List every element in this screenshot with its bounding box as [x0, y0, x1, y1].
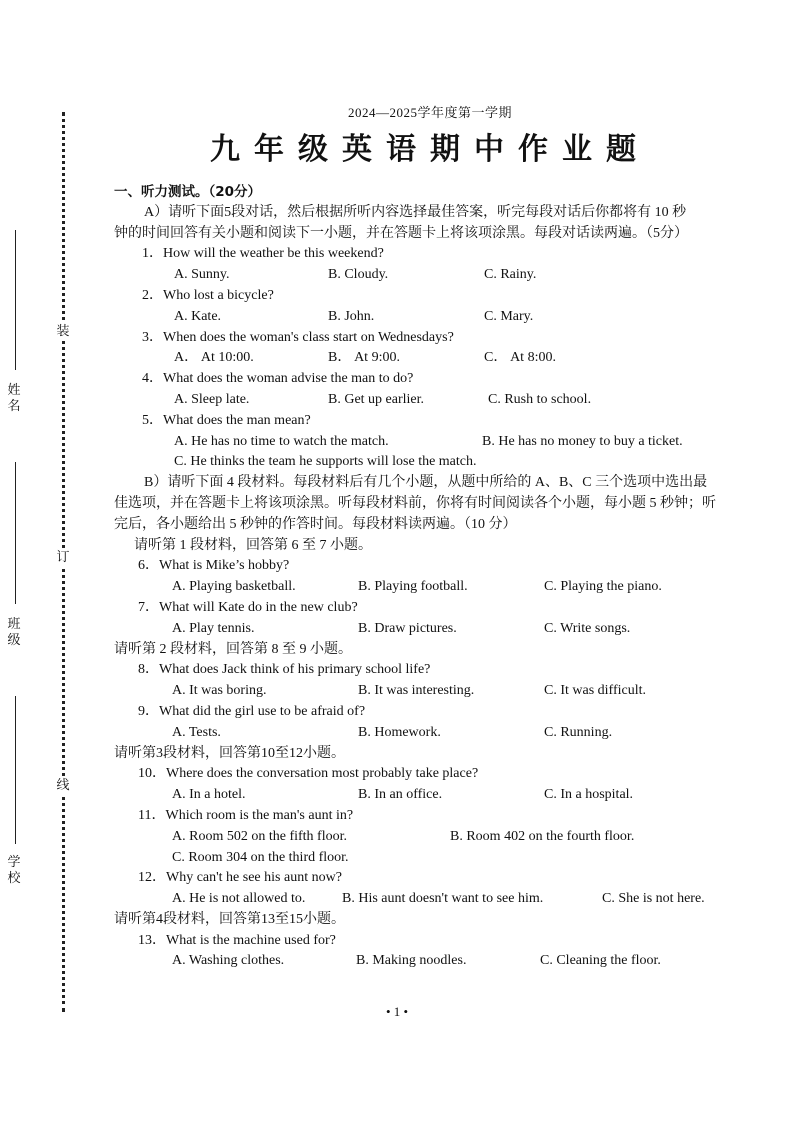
material-instruction: 请听第4段材料，回答第13至15小题。	[114, 911, 345, 927]
material-instruction: 请听第 1 段材料，回答第 6 至 7 小题。	[134, 537, 372, 553]
question-options	[114, 452, 746, 473]
option-b: B. Playing football.	[358, 579, 468, 595]
option-c: C. Rainy.	[484, 267, 537, 283]
question-options	[114, 348, 746, 369]
option-a: A. Kate.	[174, 308, 222, 324]
option-c: C. He thinks the team he supports will lose the match.	[174, 454, 477, 470]
question-options	[114, 723, 746, 744]
option-b: B. Making noodles.	[356, 953, 467, 969]
option-a: A. Tests.	[172, 724, 221, 740]
binding-mark-zhuang: 装	[54, 322, 72, 340]
question-options	[114, 265, 746, 286]
part-b-instructions-2: 佳选项，并在答题卡上将该项涂黑。听每段材料前，你将有时间阅读各个小题，每小题 5 秒钟；听	[114, 495, 716, 511]
binding-mark-ding: 订	[54, 548, 72, 566]
question-options	[114, 827, 746, 848]
option-a: A. He is not allowed to.	[172, 891, 306, 907]
option-c: C. Cleaning the floor.	[540, 953, 661, 969]
question-options	[114, 432, 746, 453]
exam-content	[114, 182, 746, 972]
material-instruction: 请听第 2 段材料，回答第 8 至 9 小题。	[114, 641, 352, 657]
question-stem: 4．What does the woman advise the man to do?	[142, 371, 414, 387]
question-stem: 13．What is the machine used for?	[138, 932, 336, 948]
option-a: A. Play tennis.	[172, 620, 255, 636]
option-b: B. He has no money to buy a ticket.	[482, 433, 683, 449]
question-options	[114, 951, 746, 972]
option-c: C. She is not here.	[602, 891, 705, 907]
option-a: A. Room 502 on the fifth floor.	[172, 828, 347, 844]
question-options	[114, 785, 746, 806]
option-b: B. Room 402 on the fourth floor.	[450, 828, 635, 844]
question-options	[114, 681, 746, 702]
part-a-instructions-1: A）请听下面5段对话，然后根据所听内容选择最佳答案，听完每段对话后你都将有 10 秒	[144, 204, 687, 220]
option-c: C. Mary.	[484, 308, 534, 324]
question-stem: 8．What does Jack think of his primary school life?	[138, 662, 431, 678]
material-instruction: 请听第3段材料，回答第10至12小题。	[114, 745, 345, 761]
question-stem: 11．Which room is the man's aunt in?	[138, 807, 354, 823]
question-stem: 7．What will Kate do in the new club?	[138, 599, 358, 615]
page-number: • 1 •	[385, 1004, 409, 1019]
option-c: C. Running.	[544, 724, 613, 740]
option-c: C. Playing the piano.	[544, 579, 662, 595]
option-b: B. His aunt doesn't want to see him.	[342, 891, 544, 907]
binding-mark-xian: 线	[54, 776, 72, 794]
question-stem: 9．What did the girl use to be afraid of?	[138, 703, 366, 719]
page-header	[120, 104, 740, 168]
option-b: B． At 9:00.	[328, 350, 400, 366]
option-c: C． At 8:00.	[484, 350, 556, 366]
part-a-instructions-2: 钟的时间回答有关小题和阅读下一小题，并在答题卡上将该项涂黑。每段对话读两遍。（5分）	[114, 225, 688, 241]
part-b-instructions-3: 完后，各小题给出 5 秒钟的作答时间。每段材料读两遍。（10 分）	[114, 516, 517, 532]
question-options	[114, 390, 746, 411]
option-b: B. Get up earlier.	[328, 391, 425, 407]
option-a: A. Sleep late.	[174, 391, 250, 407]
name-field-label: 姓名	[7, 382, 21, 413]
option-a: A. Playing basketball.	[172, 579, 296, 595]
option-a: A. Sunny.	[174, 267, 230, 283]
option-b: B. It was interesting.	[358, 683, 475, 699]
question-options	[114, 848, 746, 869]
question-stem: 5．What does the man mean?	[142, 412, 311, 428]
option-a: A. Washing clothes.	[172, 953, 285, 969]
class-field-label: 班级	[7, 616, 21, 647]
question-options	[114, 307, 746, 328]
school-blank-line	[15, 696, 16, 844]
question-options	[114, 889, 746, 910]
school-field-label: 学校	[7, 854, 21, 885]
option-c: C. In a hospital.	[544, 787, 634, 803]
page-title: 九年级英语期中作业题	[210, 132, 650, 167]
class-blank-line	[15, 462, 16, 604]
section-heading: 一、听力测试。（20分）	[114, 184, 262, 200]
option-b: B. In an office.	[358, 787, 443, 803]
option-b: B. Homework.	[358, 724, 441, 740]
question-stem: 3．When does the woman's class start on Wednesdays?	[142, 329, 454, 345]
term-label: 2024—2025学年度第一学期	[347, 105, 512, 120]
option-a: A. He has no time to watch the match.	[174, 433, 389, 449]
question-stem: 10．Where does the conversation most probably take place?	[138, 766, 479, 782]
option-a: A． At 10:00.	[174, 350, 254, 366]
option-c: C. Rush to school.	[488, 391, 592, 407]
option-b: B. Draw pictures.	[358, 620, 457, 636]
question-stem: 12．Why can't he see his aunt now?	[138, 870, 342, 886]
question-options	[114, 619, 746, 640]
question-stem: 2．Who lost a bicycle?	[142, 287, 274, 303]
option-c: C. Room 304 on the third floor.	[172, 849, 349, 865]
option-a: A. In a hotel.	[172, 787, 246, 803]
option-c: C. It was difficult.	[544, 683, 647, 699]
option-b: B. Cloudy.	[328, 267, 389, 283]
option-a: A. It was boring.	[172, 683, 267, 699]
part-b-instructions-1: B）请听下面 4 段材料。每段材料后有几个小题，从题中所给的 A、B、C 三个选项中选出最	[144, 475, 708, 491]
option-b: B. John.	[328, 308, 375, 324]
question-stem: 6．What is Mike’s hobby?	[138, 558, 290, 574]
name-blank-line	[15, 230, 16, 370]
question-options	[114, 577, 746, 598]
question-stem: 1．How will the weather be this weekend?	[142, 246, 384, 262]
option-c: C. Write songs.	[544, 620, 631, 636]
